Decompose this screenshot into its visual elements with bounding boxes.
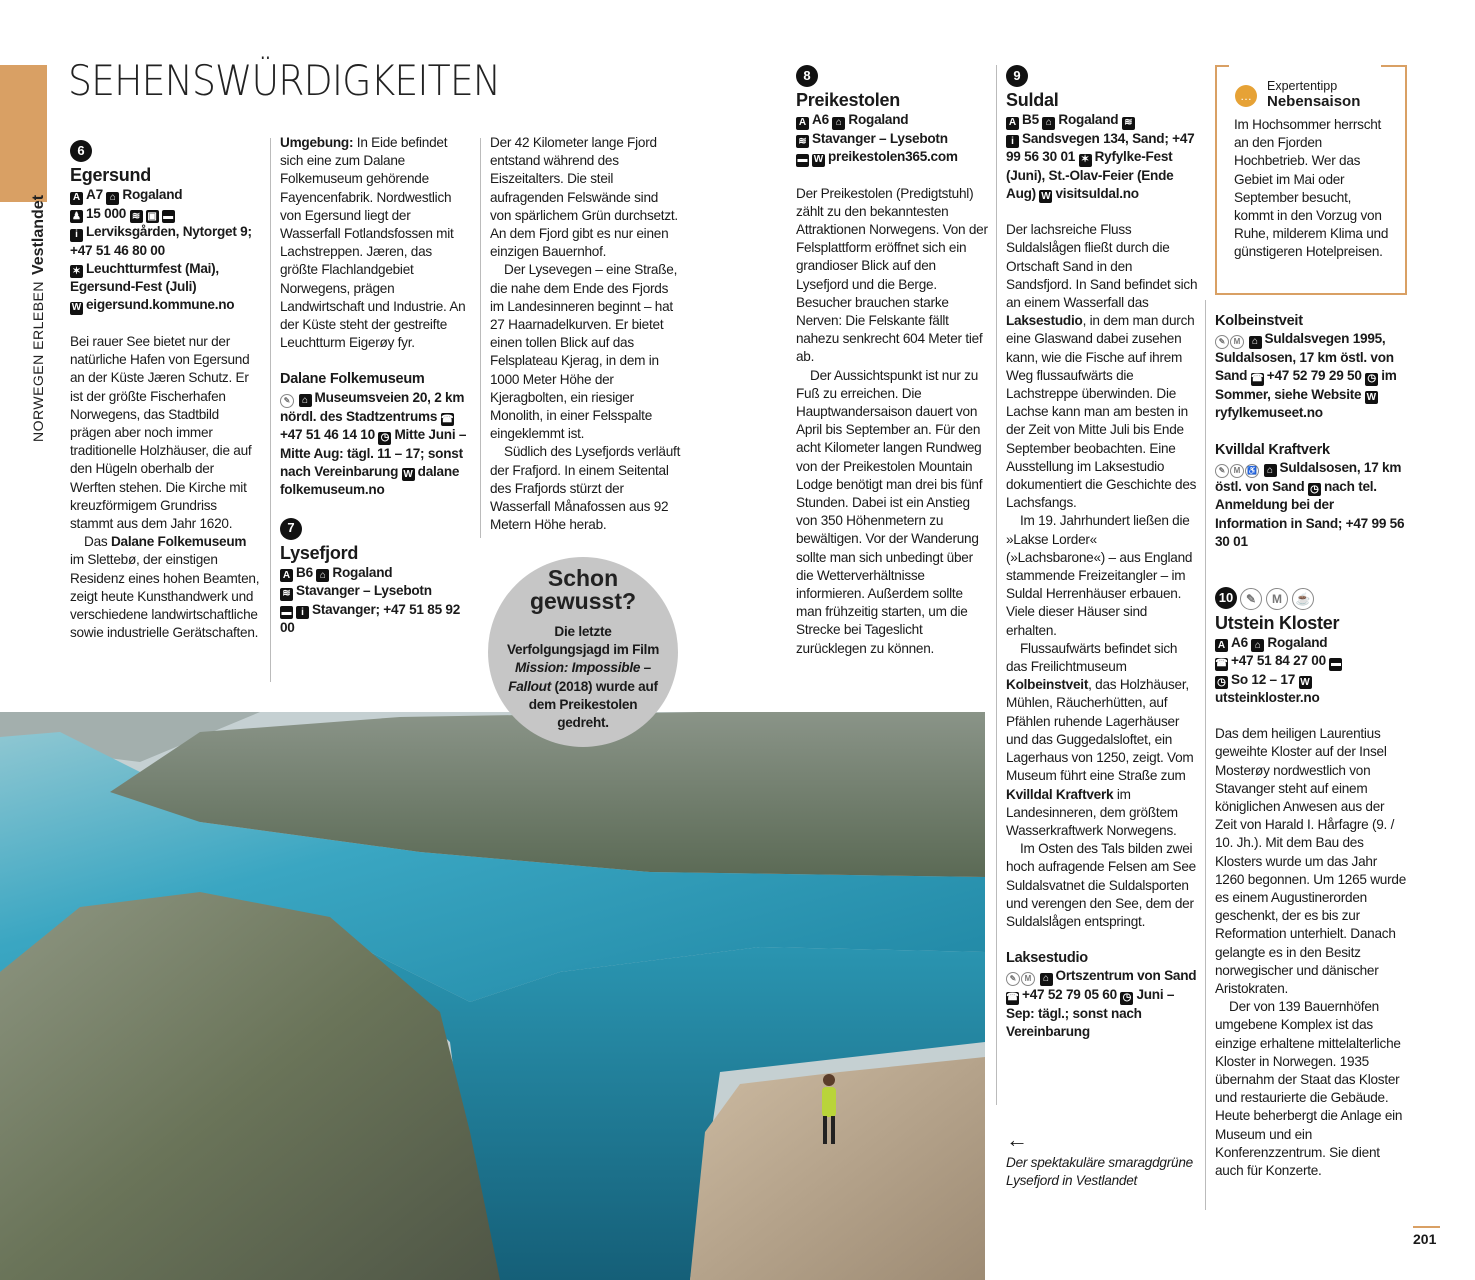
- section-color-tab: [0, 65, 47, 202]
- ticket-icon: ✎: [1215, 335, 1229, 349]
- info-line: [796, 111, 988, 130]
- text-run: eigersund.kommune.no: [86, 297, 235, 313]
- page-number: 201: [1413, 1231, 1437, 1247]
- text-run: Ortszentrum von Sand: [1055, 968, 1197, 984]
- info-line: [1215, 330, 1407, 422]
- info-block: [1006, 967, 1198, 1041]
- text-run: Dalane Folkemuseum: [110, 534, 247, 550]
- road-sign-icon: A: [70, 192, 83, 205]
- text-run: Lerviksgården, Nytorget 9; +47 51 46 80 00: [70, 224, 252, 258]
- entry-number: [70, 140, 262, 162]
- entry-heading: Preikestolen: [796, 90, 901, 110]
- info-block: [280, 564, 472, 638]
- text-run: Rogaland: [122, 187, 183, 202]
- subheading: Dalane Folkemuseum: [280, 371, 425, 388]
- road-sign-icon: A: [1006, 117, 1019, 130]
- ferry-icon: ≋: [130, 210, 143, 223]
- section-label: [30, 195, 48, 442]
- column-divider: [480, 138, 481, 538]
- ticket-icon: ✎: [280, 394, 294, 408]
- section-name: NORWEGEN ERLEBEN: [30, 281, 46, 442]
- paragraph: [1006, 512, 1198, 639]
- info-line: [280, 582, 472, 601]
- text-run: Rogaland: [1058, 112, 1122, 127]
- bus-icon: ▬: [1330, 658, 1341, 670]
- web-icon: W: [1041, 190, 1051, 202]
- home-icon: ⌂: [299, 394, 312, 407]
- text-run: Ryfylke-Fest (Juni), St.-Olav-Feier (Ende Aug): [1006, 149, 1174, 201]
- ferry-icon: ≋: [1122, 117, 1135, 130]
- info-line: [70, 223, 262, 260]
- column-6: [1215, 312, 1407, 1180]
- column-divider: [1205, 300, 1206, 1210]
- info-block: [1006, 111, 1198, 203]
- museum-icon: M: [1021, 972, 1035, 986]
- spacer: [1215, 551, 1407, 569]
- column-3: [490, 134, 682, 534]
- tip-title: Nebensaison: [1267, 93, 1361, 110]
- info-block: [796, 111, 988, 167]
- road-sign-icon: A: [1215, 639, 1228, 652]
- bus-icon: ▬: [281, 606, 292, 618]
- entry-heading: Egersund: [70, 165, 152, 185]
- text-run: Museumsveien 20, 2 km nördl. des Stadtzentrums: [280, 389, 465, 424]
- text-run: Juni – Sep: tägl.; sonst nach Vereinbarung: [1006, 987, 1175, 1040]
- info-line: [70, 296, 262, 315]
- phone-icon: ☎: [1006, 992, 1019, 1004]
- text-run: Flussaufwärts befindet sich das Freilichtmuseum: [1006, 640, 1178, 675]
- text-run: Umgebung:: [280, 135, 354, 150]
- web-icon: W: [813, 154, 824, 165]
- text-run: +47 52 79 29 50: [1266, 368, 1366, 384]
- text-run: Das: [84, 534, 111, 550]
- text-run: nach tel. Anmeldung bei der Information in Sand; +47 99 56 30 01: [1215, 478, 1405, 549]
- info-line: [1006, 130, 1198, 204]
- info-block: [1215, 634, 1407, 708]
- phone-icon: ☎: [1215, 658, 1228, 670]
- text-run: Das dem heiligen Laurentius geweihte Kloster auf der Insel Mosterøy nordwestlich von Stavanger steht auf einem königlichen Anwesen aus der Zeit von Harald I. Hårfagre (9. / 10. Jh.). Mit dem Bau des Klosters wurde um das Jahr 1260 begonnen. Um 1265 wurde es einem Augustinerorden geschenkt, der es bis zur Reformation unterhielt. Danach gelangte es in den Besitz norwegischer und dänischer Aristokraten.: [1215, 726, 1407, 997]
- entry-heading: Lysefjord: [280, 542, 359, 563]
- paragraph: [490, 261, 682, 443]
- text-run: Suldalsosen, 17 km östl. von Sand: [1215, 459, 1402, 494]
- text-run: +47 51 46 14 10: [280, 427, 379, 443]
- text-run: Mission: Impossible – Fallout: [508, 660, 651, 694]
- text-run: ryfylkemuseet.no: [1215, 405, 1323, 421]
- paragraph: [796, 185, 988, 367]
- paragraph: [1215, 998, 1407, 1180]
- text-run: B6: [296, 564, 317, 580]
- text-run: Kolbeinstveit: [1006, 677, 1089, 693]
- web-icon: W: [1366, 391, 1377, 403]
- fact-text: [503, 623, 663, 732]
- paragraph: [1006, 221, 1198, 512]
- info-line: [70, 205, 262, 224]
- column-2: [280, 134, 472, 637]
- speech-bubble-icon: …: [1235, 85, 1257, 107]
- subheading: Kolbeinstveit: [1215, 313, 1303, 329]
- text-run: A7: [86, 187, 107, 202]
- text-run: Stavanger – Lysebotn: [812, 130, 948, 146]
- column-divider: [996, 65, 997, 1105]
- text-run: Sandsvegen 134, Sand; +47 99 56 30 01: [1006, 130, 1195, 164]
- text-run: Kvilldal Kraftverk: [1006, 786, 1114, 802]
- tip-text: Im Hochsommer herrscht an den Fjorden Hochbetrieb. Wer das Gebiet im Mai oder September besucht, kommt in den Vorzug von Ruhe, milderem Klima und günstigeren Hotelpreisen.: [1234, 117, 1389, 260]
- home-icon: ⌂: [1264, 464, 1277, 477]
- lysefjord-photo: [0, 712, 985, 1280]
- page-number-rule: [1413, 1226, 1440, 1228]
- info-icon: i: [70, 229, 83, 242]
- text-run: preikestolen365.com: [828, 149, 958, 164]
- ferry-icon: ≋: [796, 135, 809, 148]
- entry-number: [280, 518, 472, 540]
- text-run: Die letzte Verfolgungsjagd im Film: [506, 624, 660, 658]
- column-1: [70, 140, 262, 642]
- text-run: Suldalsvegen 1995, Suldalsosen, 17 km östl. von Sand: [1215, 331, 1394, 384]
- subheading: Laksestudio: [1006, 950, 1088, 967]
- text-run: B5: [1022, 112, 1043, 127]
- text-run: Rogaland: [332, 564, 393, 580]
- train-icon: ▣: [147, 210, 157, 222]
- text-run: A6: [812, 112, 833, 127]
- paragraph: [70, 333, 262, 533]
- subheading: Kvilldal Kraftverk: [1215, 441, 1330, 458]
- info-line: [280, 601, 472, 638]
- home-icon: ⌂: [106, 192, 119, 205]
- text-run: Der Lysevegen – eine Straße, die nahe dem Ende des Fjords im Landesinneren beginnt – hat 27 Haarnadelkurven. Er bietet einen tollen Blick auf das Felsplateau Kjerag, in dem in 1000 Meter Höhe der Kjeragbolten, ein riesiger Monolith, in einer Felsspalte eingeklemmt ist.: [490, 262, 678, 442]
- info-line: [1215, 671, 1407, 708]
- home-icon: ⌂: [316, 569, 329, 582]
- info-line: [1215, 459, 1407, 551]
- web-icon: W: [1300, 676, 1310, 688]
- clock-icon: ◷: [1215, 676, 1228, 689]
- festival-icon: ✶: [1079, 154, 1092, 167]
- text-run: Der 42 Kilometer lange Fjord entstand während des Eiszeitalters. Die steil aufragenden Felswände sind von spärlichem Grün durchsetzt. An dem Fjord gibt es nur einen einzigen Bauernhof.: [490, 135, 678, 260]
- web-icon: W: [403, 468, 413, 480]
- entry-number-badge: 10: [1215, 587, 1237, 609]
- info-block: [1215, 330, 1407, 422]
- info-block: [1215, 459, 1407, 551]
- text-run: im Sommer, siehe Website: [1215, 368, 1397, 402]
- tip-label: Expertentipp: [1267, 79, 1338, 93]
- info-line: [280, 389, 472, 500]
- entry-number: [796, 65, 988, 87]
- text-run: 15 000: [86, 205, 130, 221]
- caption-text: Der spektakuläre smaragdgrüne Lysefjord in Vestlandet: [1006, 1155, 1193, 1188]
- page-title: SEHENSWÜRDIGKEITEN: [68, 56, 501, 105]
- text-run: visitsuldal.no: [1055, 185, 1139, 201]
- region-name: Vestlandet: [30, 194, 47, 275]
- did-you-know-circle: [488, 557, 678, 747]
- text-run: Im 19. Jahrhundert ließen die »Lakse Lorder« (»Lachsbarone«) – aus England stammende Freizeitangler – im Suldal Herrenhäuser erbauen. Viele dieser Häuser sind erhalten.: [1006, 513, 1193, 638]
- phone-icon: ☎: [440, 413, 454, 425]
- ferry-icon: ≋: [280, 588, 293, 601]
- web-icon: W: [71, 302, 82, 314]
- paragraph: [280, 134, 472, 352]
- home-icon: ⌂: [1040, 973, 1053, 986]
- text-run: Stavanger – Lysebotn: [296, 583, 432, 599]
- info-line: [70, 260, 262, 297]
- paragraph: [1215, 725, 1407, 998]
- text-run: In Eide befindet sich eine zum Dalane Folkemuseum gehörende Fayencenfabrik. Nordwestlich von Egersund liegt der Wasserfall Fotlandsfossen mit Lachstreppen. Jæren, das größte Flachlandgebiet Norwegens, prägen Landwirtschaft und Industrie. An der Küste steht der gestreifte Leuchtturm Eigerøy fyr.: [280, 135, 466, 351]
- population-icon: ♟: [70, 210, 83, 223]
- text-run: im Landesinneren, dem größtem Wasserkraftwerk Norwegens.: [1006, 786, 1178, 838]
- ticket-icon: ✎: [1240, 588, 1262, 610]
- info-line: [280, 564, 472, 583]
- text-run: Laksestudio: [1006, 313, 1083, 329]
- ticket-icon: ✎: [1215, 464, 1229, 478]
- info-line: [1006, 111, 1198, 130]
- museum-icon: M: [1266, 588, 1288, 610]
- entry-number-badge: 9: [1006, 65, 1028, 87]
- info-line: [1006, 967, 1198, 1041]
- text-run: Südlich des Lysefjords verläuft der Frafjord. In einem Seitental des Frafjords stürzt der Wasserfall Månafossen aus 92 Metern Höhe herab.: [490, 444, 681, 533]
- text-run: Rogaland: [848, 112, 909, 127]
- cafe-icon: ☕: [1292, 588, 1314, 610]
- paragraph: [796, 367, 988, 658]
- text-run: So 12 – 17: [1231, 671, 1299, 687]
- text-run: Mitte Juni – Mitte Aug: tägl. 11 – 17; sonst nach Vereinbarung: [280, 427, 467, 479]
- text-run: , das Holzhäuser, Mühlen, Räucherhütten, auf Pfählen ruhende Lagerhäuser und das Guggedalsloftet, ein Lagerhaus von 1250, zeigt. Vom Museum führt eine Straße zum: [1006, 677, 1194, 784]
- paragraph: [1006, 840, 1198, 931]
- text-run: dalane folkemuseum.no: [280, 463, 460, 498]
- text-run: Stavanger; +47 51 85 92 00: [280, 601, 461, 636]
- home-icon: ⌂: [1042, 117, 1055, 130]
- text-run: Im Osten des Tals bilden zwei hoch aufragende Felsen am See Suldalsvatnet die Suldalsporten und verengen den See, dem der Suldalslågen entspringt.: [1006, 841, 1196, 929]
- text-run: Der von 139 Bauernhöfen umgebene Komplex ist das einzige erhaltene mittelalterliche Kloster in Norwegen. 1935 übernahm der Staat das Kloster und restaurierte die Gebäude. Heute beherbergt die Anlage ein Museum und ein Konferenzzentrum. Sie dient auch für Konzerte.: [1215, 999, 1403, 1179]
- info-line: [796, 148, 988, 167]
- museum-icon: M: [1230, 464, 1244, 478]
- entry-number-badge: 7: [280, 518, 302, 540]
- column-4: [796, 65, 988, 658]
- text-run: im Slettebø, der einstigen Residenz eines hohen Beamten, zeigt heute Kunsthandwerk und verschiedene landwirtschaftliche sowie industrielle Gerätschaften.: [70, 552, 260, 641]
- text-run: (2018) wurde auf dem Preikestolen gedreht.: [528, 678, 658, 731]
- arrow-left-icon: ←: [1006, 1127, 1028, 1152]
- paragraph: [1006, 640, 1198, 840]
- festival-icon: ✶: [70, 265, 83, 278]
- paragraph: [490, 134, 682, 261]
- info-line: [1215, 634, 1407, 653]
- text-run: , in dem man durch eine Glaswand dabei zusehen kann, wie die Fische auf ihrem Weg flussaufwärts die Lachstreppe überwinden. Die Lachse kann man am besten in der Zeit von Mitte Juli bis Ende September beobachten. Eine Ausstellung im Laksestudio dokumentiert die Geschichte des Lachsfangs.: [1006, 313, 1197, 511]
- text-run: Der lachsreiche Fluss Suldalslågen fließt durch die Ortschaft Sand in den Sandsfjord. In Sand befindet sich an einem Wasserfall das: [1006, 222, 1198, 311]
- info-line: [796, 130, 988, 149]
- info-icon: i: [296, 606, 309, 619]
- clock-icon: ◷: [1308, 483, 1321, 496]
- entry-number-badge: 6: [70, 140, 92, 162]
- entry-number: [1006, 65, 1198, 87]
- road-sign-icon: A: [796, 117, 809, 130]
- ticket-icon: ✎: [1006, 972, 1020, 986]
- clock-icon: ◷: [1365, 373, 1378, 386]
- text-run: Leuchtturmfest (Mai), Egersund-Fest (Juli): [70, 260, 219, 295]
- info-line: [70, 186, 262, 205]
- info-block: [280, 389, 472, 500]
- paragraph: [70, 533, 262, 642]
- entry-number-badge: 8: [796, 65, 818, 87]
- home-icon: ⌂: [832, 117, 845, 130]
- text-run: +47 52 79 05 60: [1022, 987, 1121, 1003]
- column-5: [1006, 65, 1198, 1041]
- fact-title: Schon gewusst?: [529, 565, 637, 614]
- text-run: +47 51 84 27 00: [1231, 653, 1330, 669]
- home-icon: ⌂: [1251, 639, 1264, 652]
- info-line: [1215, 652, 1407, 671]
- entry-heading: Utstein Kloster: [1215, 612, 1340, 633]
- spacer: [280, 500, 472, 518]
- spacer: [1215, 569, 1407, 587]
- bus-icon: ▬: [797, 154, 808, 165]
- expert-tip-box: [1215, 65, 1407, 295]
- entry-heading: Suldal: [1006, 90, 1059, 110]
- paragraph: [490, 443, 682, 534]
- text-run: Bei rauer See bietet nur der natürliche Hafen von Egersund an der Küste Jæren Schutz. Er ist der größte Fischerhafen Norwegens, das Stadtbild prägen aber noch immer traditionelle Holzhäuser, die auf den Hügeln oberhalb der Werften stehen. Die Kirche mit kreuzförmigem Grundriss stammt aus dem Jahr 1620.: [70, 333, 252, 531]
- clock-icon: ◷: [1120, 992, 1133, 1005]
- entry-number: [1215, 587, 1407, 610]
- text-run: Der Aussichtspunkt ist nur zu Fuß zu erreichen. Die Hauptwandersaison dauert von April bis September an. Für den acht Kilometer langen Rundweg von der Preikestolen Mountain Lodge benötigt man drei bis fünf Stunden. Dabei ist ein Anstieg von 350 Höhenmetern zu bewältigen. Vor der Wanderung sollte man sich unbedingt über die Wetterverhältnisse informieren. Außerdem sollte man frühzeitig starten, um die Strecke bei Tageslicht zurücklegen zu können.: [796, 367, 983, 656]
- info-icon: i: [1006, 135, 1019, 148]
- phone-icon: ☎: [1251, 373, 1264, 385]
- text-run: A6: [1231, 634, 1252, 650]
- column-divider: [270, 138, 271, 682]
- wheelchair-icon: ♿: [1245, 464, 1259, 478]
- text-run: Der Preikestolen (Predigtstuhl) zählt zu den bekanntesten Attraktionen Norwegens. Von der Felsplattform eröffnet sich ein grandioser Blick auf den Lysefjord und die Berge. Besucher brauchen starke Nerven: Die Felskante fällt nahezu senkrecht 604 Meter tief ab.: [796, 185, 988, 365]
- clock-icon: ◷: [378, 432, 391, 445]
- text-run: Rogaland: [1267, 634, 1328, 650]
- home-icon: ⌂: [1249, 336, 1262, 349]
- photo-caption: [1006, 1127, 1196, 1190]
- info-block: [70, 186, 262, 315]
- text-run: utsteinkloster.no: [1215, 690, 1320, 706]
- bus-icon: ▬: [163, 210, 174, 222]
- museum-icon: M: [1230, 335, 1244, 349]
- road-sign-icon: A: [280, 569, 293, 582]
